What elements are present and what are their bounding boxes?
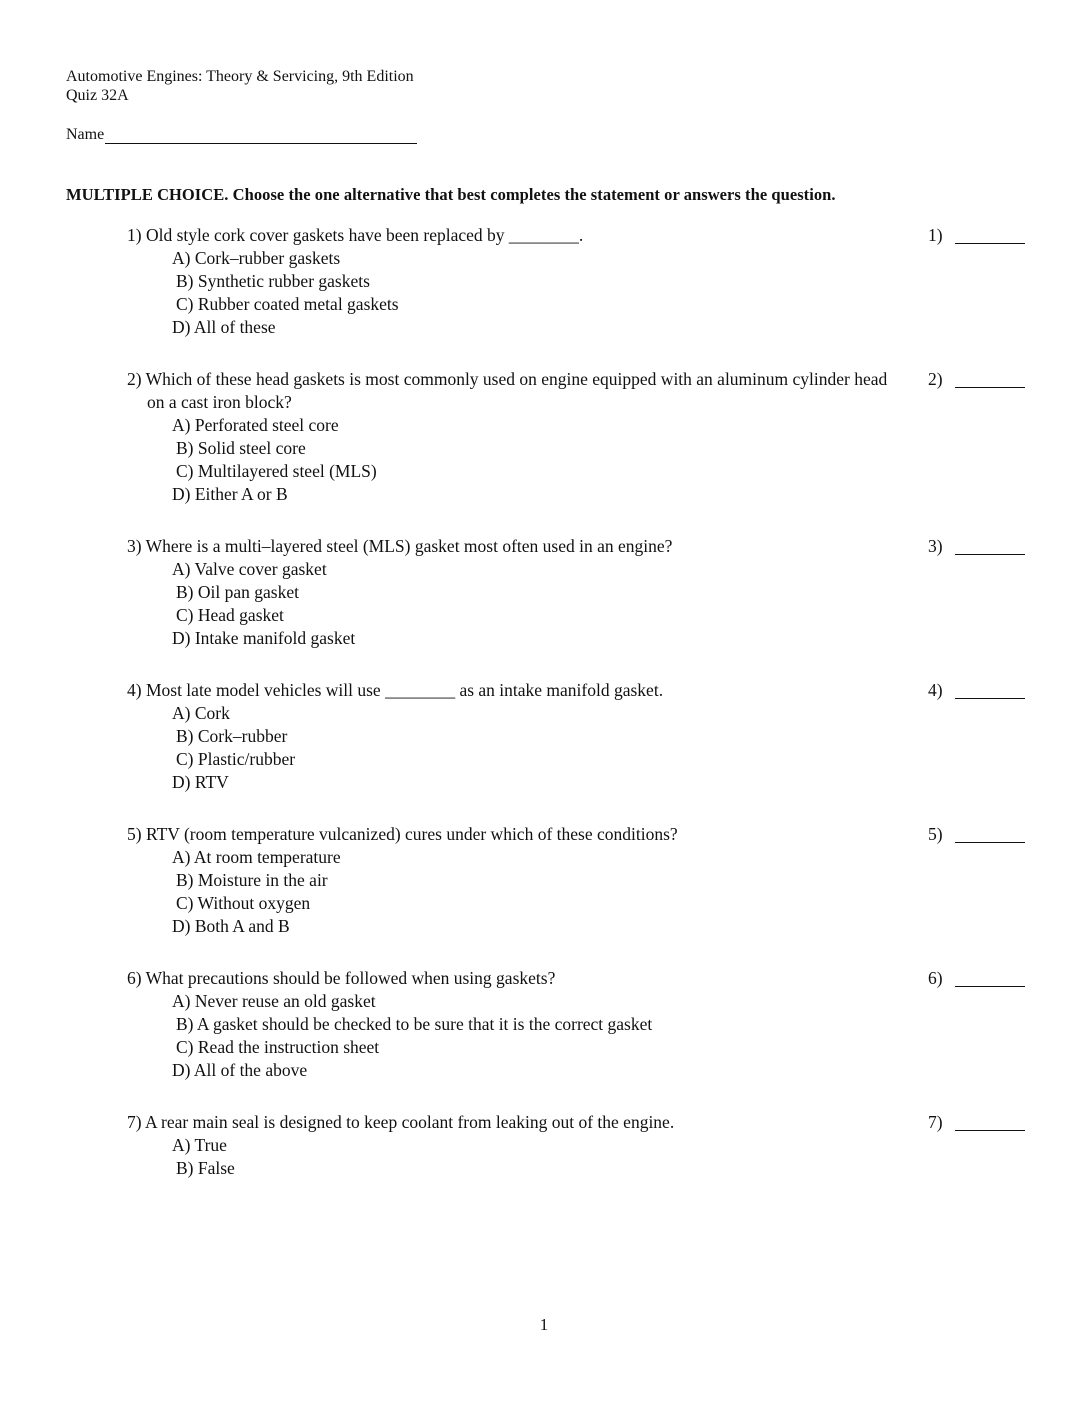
question-text: 2) Which of these head gaskets is most commonly used on engine equipped with an aluminum cylinder head on a cast iron block? [127,369,888,412]
answer-blank-line[interactable] [955,243,1025,244]
question-text: 3) Where is a multi–layered steel (MLS) gasket most often used in an engine? [127,536,673,556]
question-text: 5) RTV (room temperature vulcanized) cures under which of these conditions? [127,824,678,844]
answer-option: C) Without oxygen [176,893,311,913]
section-instructions: MULTIPLE CHOICE. Choose the one alternative that best completes the statement or answers the question. [66,185,836,204]
page-number: 1 [539,1315,549,1334]
answer-blank-line[interactable] [955,986,1025,987]
answer-blank-line[interactable] [955,387,1025,388]
answer-option: D) Both A and B [172,916,290,936]
document-title: Automotive Engines: Theory & Servicing, 9th Edition [66,68,414,85]
answer-option: D) RTV [172,772,229,792]
answer-blank-line[interactable] [955,554,1025,555]
answer-option: A) Cork [172,703,230,723]
question-text: 4) Most late model vehicles will use ________ as an intake manifold gasket. [127,680,664,700]
answer-number: 7) [928,1112,943,1132]
question-text: 7) A rear main seal is designed to keep coolant from leaking out of the engine. [127,1112,675,1132]
question-text: 6) What precautions should be followed when using gaskets? [127,968,556,988]
answer-option: B) Cork–rubber [176,726,288,746]
answer-option: C) Read the instruction sheet [176,1037,380,1057]
answer-option: C) Rubber coated metal gaskets [176,294,399,314]
answer-option: B) Moisture in the air [176,870,328,890]
question [0,967,1088,1082]
question [0,368,1088,506]
answer-option: C) Multilayered steel (MLS) [176,461,377,481]
quiz-id: Quiz 32A [66,87,129,104]
question [0,823,1088,938]
answer-number: 6) [928,968,943,988]
question-text: 1) Old style cork cover gaskets have been replaced by ________. [127,225,584,245]
answer-option: A) Never reuse an old gasket [172,991,376,1011]
answer-option: B) Synthetic rubber gaskets [176,271,370,291]
answer-blank-line[interactable] [955,1130,1025,1131]
answer-option: A) Cork–rubber gaskets [172,248,341,268]
question [0,224,1088,339]
answer-blank-line[interactable] [955,698,1025,699]
answer-option: B) Oil pan gasket [176,582,299,602]
answer-option: C) Head gasket [176,605,284,625]
answer-option: D) All of these [172,317,276,337]
question [0,1111,1088,1180]
answer-option: B) False [176,1158,235,1178]
answer-option: C) Plastic/rubber [176,749,296,769]
answer-option: D) Either A or B [172,484,288,504]
answer-option: A) At room temperature [172,847,341,867]
answer-number: 1) [928,225,943,245]
answer-option: A) True [172,1135,227,1155]
answer-option: B) Solid steel core [176,438,306,458]
answer-number: 2) [928,369,943,389]
answer-option: A) Perforated steel core [172,415,339,435]
name-label: Name [66,126,105,143]
question [0,535,1088,650]
question [0,679,1088,794]
answer-option: D) Intake manifold gasket [172,628,356,648]
answer-number: 4) [928,680,943,700]
answer-option: B) A gasket should be checked to be sure that it is the correct gasket [176,1014,653,1034]
name-blank-line[interactable] [105,126,417,144]
answer-option: D) All of the above [172,1060,308,1080]
answer-number: 5) [928,824,943,844]
question-list [0,224,1088,1209]
name-field [66,125,417,144]
answer-number: 3) [928,536,943,556]
answer-blank-line[interactable] [955,842,1025,843]
answer-option: A) Valve cover gasket [172,559,327,579]
